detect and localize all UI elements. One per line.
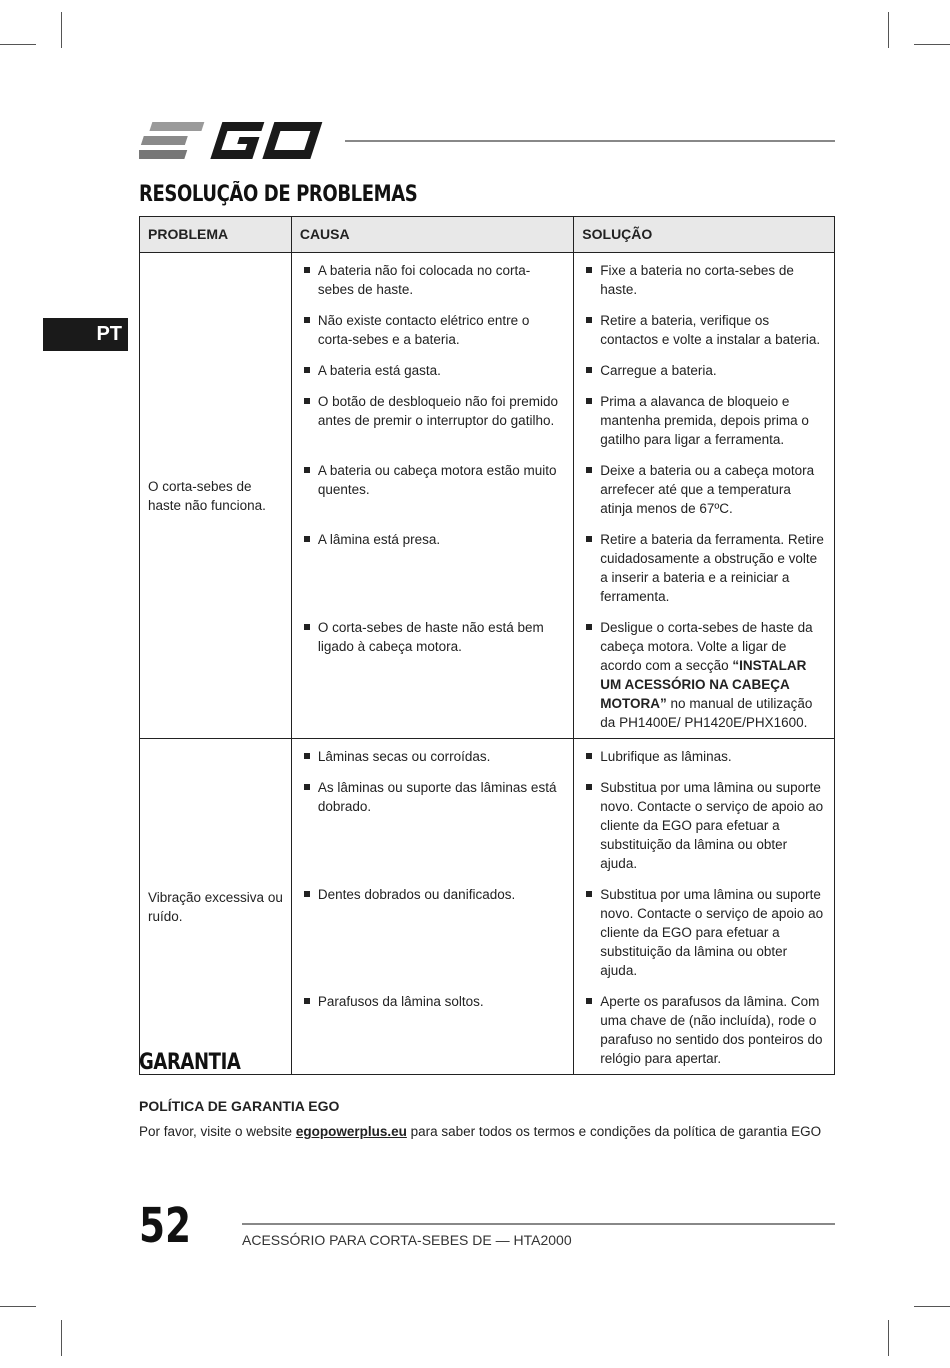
crop-mark <box>61 12 62 48</box>
page-number: 52 <box>139 1198 192 1254</box>
solution-item: Lubrifique as lâminas. <box>574 747 834 766</box>
crop-mark <box>914 44 950 45</box>
warranty-subtitle: POLÍTICA DE GARANTIA EGO <box>139 1098 340 1114</box>
solution-item: Carregue a bateria. <box>574 361 834 380</box>
solution-item: Substitua por uma lâmina ou suporte novo. Contacte o serviço de apoio ao cliente da EGO para efetuar a substituição da lâmina ou obter ajuda. <box>574 885 834 980</box>
cause-item: A bateria está gasta. <box>292 361 573 380</box>
header-solution: SOLUÇÃO <box>574 217 835 253</box>
header-cause: CAUSA <box>291 217 573 253</box>
problem-cell: Vibração excessiva ou ruído. <box>140 739 292 1075</box>
crop-mark <box>888 12 889 48</box>
troubleshooting-title: RESOLUÇÃO DE PROBLEMAS <box>139 182 418 207</box>
header-rule <box>345 140 835 142</box>
solution-item: Fixe a bateria no corta-sebes de haste. <box>574 261 834 299</box>
warranty-text-post: para saber todos os termos e condições da política de garantia EGO <box>406 1124 822 1139</box>
cause-item: Lâminas secas ou corroídas. <box>292 747 573 766</box>
crop-mark <box>888 1320 889 1356</box>
troubleshooting-table <box>139 216 835 1075</box>
solution-item: Retire a bateria, verifique os contactos e volte a instalar a bateria. <box>574 311 834 349</box>
crop-mark <box>914 1306 950 1307</box>
cause-item: Dentes dobrados ou danificados. <box>292 885 573 904</box>
solution-item: Deixe a bateria ou a cabeça motora arrefecer até que a temperatura atinja menos de 67ºC. <box>574 461 834 518</box>
table-header-row <box>140 217 835 253</box>
crop-mark <box>61 1320 62 1356</box>
footer-product: ACESSÓRIO PARA CORTA-SEBES DE — HTA2000 <box>242 1232 572 1248</box>
cause-item: A bateria ou cabeça motora estão muito quentes. <box>292 461 573 499</box>
footer-rule <box>242 1223 835 1225</box>
cause-item: O botão de desbloqueio não foi premido antes de premir o interruptor do gatilho. <box>292 392 573 430</box>
warranty-link[interactable]: egopowerplus.eu <box>295 1124 407 1139</box>
cause-item: O corta-sebes de haste não está bem ligado à cabeça motora. <box>292 618 573 656</box>
cause-item: As lâminas ou suporte das lâminas está dobrado. <box>292 778 573 816</box>
solution-item: Retire a bateria da ferramenta. Retire cuidadosamente a obstrução e volte a inserir a bateria e a reiniciar a ferramenta. <box>574 530 834 606</box>
warranty-text <box>139 1124 821 1139</box>
cause-item: A bateria não foi colocada no corta-sebes de haste. <box>292 261 573 299</box>
cause-item: Não existe contacto elétrico entre o corta-sebes e a bateria. <box>292 311 573 349</box>
cause-item: A lâmina está presa. <box>292 530 573 549</box>
language-tab: PT <box>43 318 128 351</box>
solution-item: Prima a alavanca de bloqueio e mantenha premida, depois prima o gatilho para ligar a ferramenta. <box>574 392 834 449</box>
warranty-text-pre: Por favor, visite o website <box>139 1124 296 1139</box>
cause-item: Parafusos da lâmina soltos. <box>292 992 573 1011</box>
table-row <box>140 739 835 773</box>
header-problem: PROBLEMA <box>140 217 292 253</box>
solution-item: Desligue o corta-sebes de haste da cabeça motora. Volte a ligar de acordo com a secção “INSTALAR UM ACESSÓRIO NA CABEÇA MOTORA” no manual de utilização da PH1400E/ PH1420E/PHX1600. <box>574 618 834 732</box>
solution-item: Aperte os parafusos da lâmina. Com uma chave de (não incluída), rode o parafuso no sentido dos ponteiros do relógio para apertar. <box>574 992 834 1068</box>
solution-item: Substitua por uma lâmina ou suporte novo. Contacte o serviço de apoio ao cliente da EGO para efetuar a substituição da lâmina ou obter ajuda. <box>574 778 834 873</box>
problem-cell: O corta-sebes de haste não funciona. <box>140 253 292 739</box>
crop-mark <box>0 44 36 45</box>
crop-mark <box>0 1306 36 1307</box>
warranty-title: GARANTIA <box>139 1050 241 1075</box>
ego-logo <box>139 120 329 162</box>
table-row <box>140 253 835 306</box>
